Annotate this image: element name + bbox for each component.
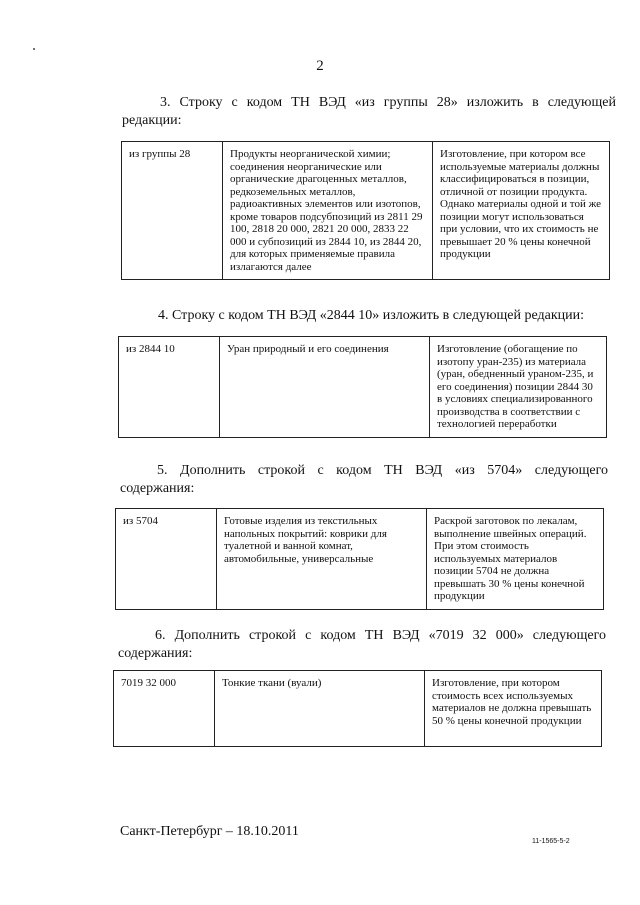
footer-document-ref: 11-1565-5-2 bbox=[532, 838, 570, 845]
description-cell: Тонкие ткани (вуали) bbox=[215, 671, 425, 747]
section-3-heading-line1: 3. Строку с кодом ТН ВЭД «из группы 28» изложить в следующей bbox=[160, 95, 616, 110]
section-3-table bbox=[121, 141, 610, 280]
code-cell: из группы 28 bbox=[122, 142, 223, 280]
section-3-heading-line2: редакции: bbox=[122, 113, 182, 128]
section-6-heading bbox=[118, 627, 606, 663]
section-4-table bbox=[118, 336, 607, 438]
section-5-heading-line1: 5. Дополнить строкой с кодом ТН ВЭД «из 5704» следующего bbox=[157, 463, 608, 478]
condition-cell: Раскрой заготовок по лекалам, выполнение швейных операций. При этом стоимость используемых материалов позиции 5704 не должна превышать 30 % цены конечной продукции bbox=[427, 509, 604, 610]
page-number: 2 bbox=[316, 58, 324, 74]
code-cell: из 2844 10 bbox=[119, 337, 220, 438]
condition-cell: Изготовление, при котором все используемые материалы должны классифицироваться в позиции, отличной от позиции продукта. Однако материалы одной и той же позиции могут использоваться при условии, что их стоимость не превышает 20 % цены конечной продукции bbox=[433, 142, 610, 280]
table-row bbox=[114, 671, 602, 747]
code-cell: 7019 32 000 bbox=[114, 671, 215, 747]
section-3-heading bbox=[122, 94, 616, 130]
section-4-heading-line1: 4. Строку с кодом ТН ВЭД «2844 10» изложить в следующей редакции: bbox=[158, 308, 585, 323]
table-row bbox=[122, 142, 610, 280]
scan-speck bbox=[33, 48, 35, 50]
section-5-heading bbox=[120, 462, 608, 498]
section-6-heading-line1: 6. Дополнить строкой с кодом ТН ВЭД «7019 32 000» следующего bbox=[155, 628, 606, 643]
condition-cell: Изготовление, при котором стоимость всех используемых материалов не должна превышать 50 % цены конечной продукции bbox=[425, 671, 602, 747]
table-row bbox=[116, 509, 604, 610]
section-6-table bbox=[113, 670, 602, 747]
condition-cell: Изготовление (обогащение по изотопу уран-235) из материала (уран, обедненный ураном-235, и его соединения) позиции 2844 30 в условиях специализированного производства в соответствии с технологией переработки bbox=[430, 337, 607, 438]
code-cell: из 5704 bbox=[116, 509, 217, 610]
section-5-table bbox=[115, 508, 604, 610]
description-cell: Продукты неорганической химии; соединения неорганические или органические драгоценных металлов, редкоземельных металлов, радиоактивных элементов или изотопов, кроме товаров подсубпозиций из 2811 29 100, 2818 20 000, 2821 20 000, 2833 22 000 и субпозиций из 2844 10, из 2844 20, для которых применяемые правила излагаются далее bbox=[223, 142, 433, 280]
section-4-heading bbox=[122, 307, 616, 325]
table-row bbox=[119, 337, 607, 438]
section-5-heading-line2: содержания: bbox=[120, 481, 195, 496]
footer-city-date: Санкт-Петербург – 18.10.2011 bbox=[120, 824, 299, 839]
section-6-heading-line2: содержания: bbox=[118, 646, 193, 661]
description-cell: Уран природный и его соединения bbox=[220, 337, 430, 438]
description-cell: Готовые изделия из текстильных напольных покрытий: коврики для туалетной и ванной комнат, автомобильные, универсальные bbox=[217, 509, 427, 610]
